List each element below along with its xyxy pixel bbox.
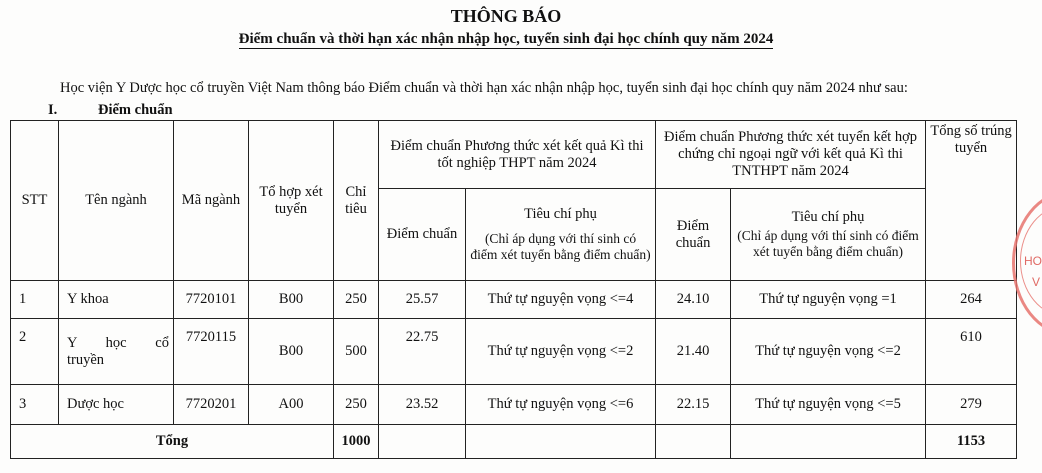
- tieu-chi-label: Tiêu chí phụ: [791, 209, 865, 225]
- section-heading: [48, 102, 173, 119]
- cell-diem-thpt: 25.57: [379, 281, 466, 319]
- cell-tieu-chi-nn: Thứ tự nguyện vọng =1: [731, 281, 926, 319]
- tieu-chi-label: Tiêu chí phụ: [524, 206, 597, 222]
- total-row: [11, 425, 1017, 459]
- cell-to-hop: B00: [249, 281, 334, 319]
- cell-diem-nn: 24.10: [656, 281, 731, 319]
- tieu-chi-note: (Chỉ áp dụng với thí sinh có điểm xét tuyển bằng điểm chuẩn): [737, 228, 919, 259]
- document-subtitle: [0, 31, 1012, 48]
- subtitle-text: Điểm chuẩn và thời hạn xác nhận nhập học, tuyển sinh đại học chính quy năm 2024: [238, 31, 774, 47]
- header-ten-nganh: Tên ngành: [59, 121, 174, 281]
- cell-diem-nn: 21.40: [656, 319, 731, 385]
- cell-tieu-chi-thpt: Thứ tự nguyện vọng <=6: [466, 385, 656, 425]
- cell-ma-nganh: 7720201: [174, 385, 249, 425]
- cell-diem-thpt: 22.75: [379, 319, 466, 385]
- cell-tong: 610: [926, 319, 1017, 385]
- header-stt: STT: [11, 121, 59, 281]
- header-to-hop: Tổ hợp xét tuyển: [249, 121, 334, 281]
- header-tieu-chi-thpt: [466, 189, 656, 281]
- total-tong: 1153: [926, 425, 1017, 459]
- stamp-text-line2: V: [1032, 275, 1041, 289]
- cell-to-hop: A00: [249, 385, 334, 425]
- cell-ten-nganh: Dược học: [59, 385, 174, 425]
- header-diem-chuan-thpt: Điểm chuẩn: [379, 189, 466, 281]
- table-row: [11, 281, 1017, 319]
- admission-score-table: [10, 120, 1017, 459]
- header-diem-chuan-nn: Điểm chuẩn: [656, 189, 731, 281]
- header-chi-tieu: Chỉ tiêu: [334, 121, 379, 281]
- cell-tieu-chi-thpt: Thứ tự nguyện vọng <=2: [466, 319, 656, 385]
- cell-ma-nganh: 7720101: [174, 281, 249, 319]
- cell-stt: 3: [11, 385, 59, 425]
- header-group-ngoai-ngu: Điểm chuẩn Phương thức xét tuyển kết hợp chứng chỉ ngoại ngữ với kết quả Kì thi TNTHPT năm 2024: [656, 121, 926, 189]
- tieu-chi-note: (Chỉ áp dụng với thí sinh có điểm xét tuyển bằng điểm chuẩn): [470, 231, 651, 262]
- document-title: THÔNG BÁO: [450, 6, 562, 26]
- cell-chi-tieu: 500: [334, 319, 379, 385]
- cell-ma-nganh: 7720115: [174, 319, 249, 385]
- total-label: Tổng: [11, 425, 334, 459]
- cell-tong: 279: [926, 385, 1017, 425]
- intro-paragraph: Học viện Y Dược học cổ truyền Việt Nam thông báo Điểm chuẩn và thời hạn xác nhận nhập học, tuyển sinh đại học chính quy năm 2024 như sau:: [60, 80, 908, 96]
- header-ma-nganh: Mã ngành: [174, 121, 249, 281]
- cell-tong: 264: [926, 281, 1017, 319]
- section-title: Điểm chuẩn: [98, 102, 173, 118]
- cell-ten-nganh: Y khoa: [59, 281, 174, 319]
- empty-cell: [379, 425, 466, 459]
- cell-tieu-chi-nn: Thứ tự nguyện vọng <=5: [731, 385, 926, 425]
- header-group-thpt: Điểm chuẩn Phương thức xét kết quả Kì thi tốt nghiệp THPT năm 2024: [379, 121, 656, 189]
- cell-diem-nn: 22.15: [656, 385, 731, 425]
- total-chi-tieu: 1000: [334, 425, 379, 459]
- table-row: [11, 385, 1017, 425]
- empty-cell: [656, 425, 731, 459]
- cell-to-hop: B00: [249, 319, 334, 385]
- cell-chi-tieu: 250: [334, 385, 379, 425]
- cell-chi-tieu: 250: [334, 281, 379, 319]
- cell-stt: 2: [11, 319, 59, 385]
- empty-cell: [731, 425, 926, 459]
- table-row: [11, 319, 1017, 385]
- stamp-text-line1: HO: [1024, 254, 1042, 268]
- cell-ten-nganh: Y học cổ truyền: [59, 319, 174, 385]
- cell-tieu-chi-thpt: Thứ tự nguyện vọng <=4: [466, 281, 656, 319]
- header-tieu-chi-nn: [731, 189, 926, 281]
- empty-cell: [466, 425, 656, 459]
- section-number: I.: [48, 102, 58, 118]
- cell-tieu-chi-nn: Thứ tự nguyện vọng <=2: [731, 319, 926, 385]
- cell-diem-thpt: 23.52: [379, 385, 466, 425]
- header-tong-so: Tổng số trúng tuyển: [926, 121, 1017, 281]
- cell-stt: 1: [11, 281, 59, 319]
